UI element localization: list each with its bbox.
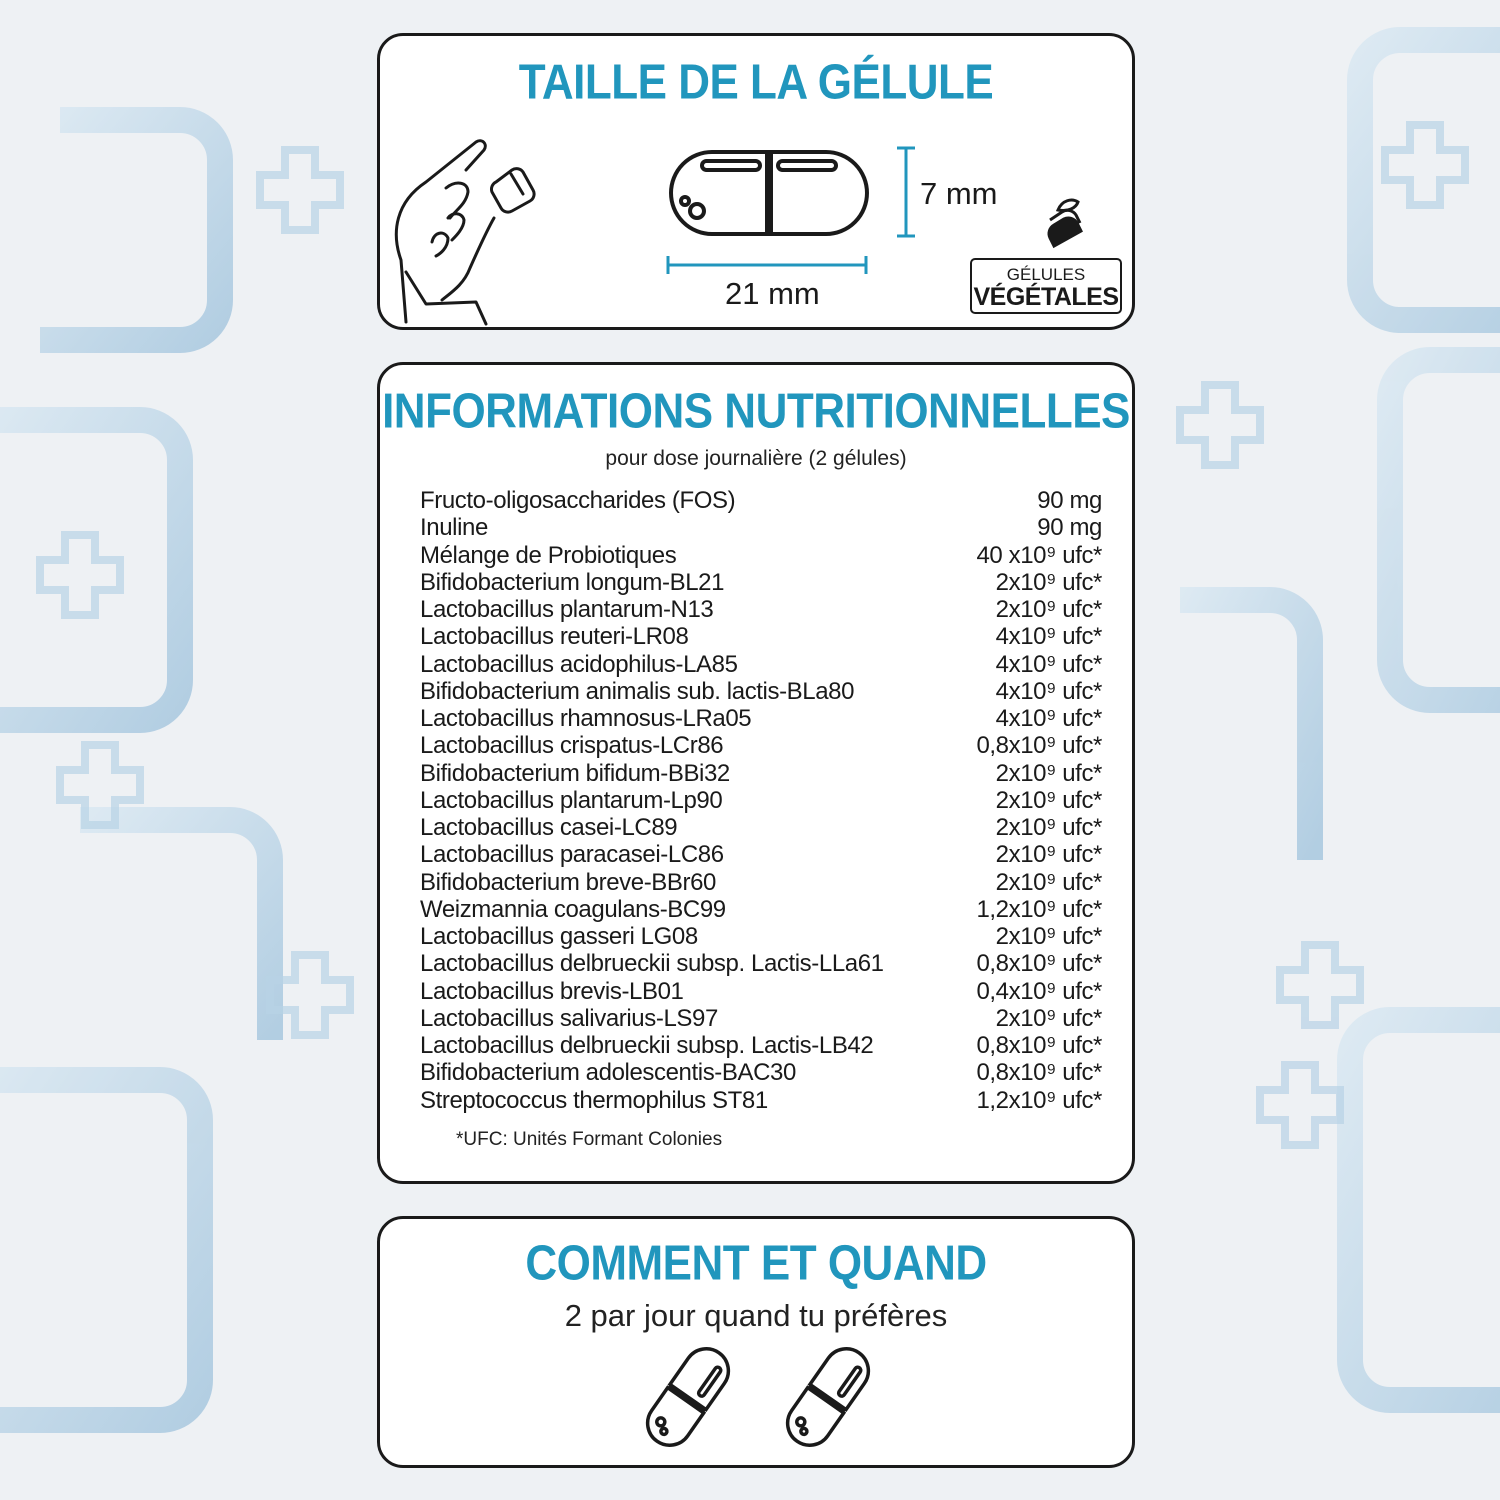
ingredient-amount: 4x10⁹ ufc*	[995, 677, 1102, 705]
ingredient-amount: 2x10⁹ ufc*	[995, 868, 1102, 896]
ingredient-name: Mélange de Probiotiques	[420, 541, 677, 569]
ingredient-name: Lactobacillus salivarius-LS97	[420, 1004, 718, 1032]
capsule-icon	[778, 1343, 878, 1451]
ingredient-name: Lactobacillus casei-LC89	[420, 814, 678, 841]
capsule-size-card	[377, 33, 1135, 330]
ingredient-amount: 2x10⁹ ufc*	[995, 786, 1102, 814]
table-row	[420, 978, 1102, 1005]
ingredient-name: Lactobacillus brevis-LB01	[420, 977, 684, 1005]
ingredient-name: Lactobacillus gasseri LG08	[420, 923, 698, 950]
capsule-icon	[638, 1343, 738, 1451]
nutrition-card	[377, 362, 1135, 1184]
table-row	[420, 623, 1102, 650]
ingredient-amount: 1,2x10⁹ ufc*	[976, 895, 1102, 923]
table-row	[420, 514, 1102, 541]
usage-card	[377, 1216, 1135, 1468]
table-row	[420, 869, 1102, 896]
ingredient-name: Lactobacillus paracasei-LC86	[420, 841, 724, 869]
hand-holding-capsule-icon	[386, 132, 546, 328]
badge-line-2: VÉGÉTALES	[973, 283, 1119, 311]
height-dimension-line	[895, 146, 917, 238]
table-row	[420, 705, 1102, 732]
ingredient-amount: 90 mg	[1037, 487, 1102, 514]
table-row	[420, 787, 1102, 814]
ingredient-amount: 2x10⁹ ufc*	[995, 568, 1102, 596]
ingredient-name: Bifidobacterium longum-BL21	[420, 568, 725, 596]
ingredient-name: Lactobacillus acidophilus-LA85	[420, 650, 738, 678]
table-row	[420, 732, 1102, 759]
ingredient-amount: 40 x10⁹ ufc*	[976, 541, 1102, 569]
ingredient-name: Lactobacillus reuteri-LR08	[420, 623, 689, 651]
ingredient-amount: 2x10⁹ ufc*	[995, 923, 1102, 950]
capsule-icon	[667, 148, 871, 238]
ingredient-name: Bifidobacterium animalis sub. lactis-BLa80	[420, 677, 855, 705]
ingredient-name: Lactobacillus crispatus-LCr86	[420, 732, 724, 760]
nutrition-subtitle: pour dose journalière (2 gélules)	[605, 447, 907, 470]
ingredient-name: Lactobacillus delbrueckii subsp. Lactis-LB42	[420, 1032, 874, 1059]
length-dimension-line	[666, 254, 868, 276]
ingredient-amount: 4x10⁹ ufc*	[995, 623, 1102, 651]
table-row	[420, 542, 1102, 569]
vegetable-capsules-badge	[970, 258, 1122, 314]
table-row	[420, 569, 1102, 596]
ingredient-name: Bifidobacterium breve-BBr60	[420, 868, 717, 896]
nutrition-title: INFORMATIONS NUTRITIONNELLES	[382, 384, 1130, 439]
ingredient-name: Bifidobacterium bifidum-BBi32	[420, 759, 730, 787]
table-row	[420, 1087, 1102, 1114]
table-row	[420, 596, 1102, 623]
table-row	[420, 896, 1102, 923]
table-row	[420, 1005, 1102, 1032]
table-row	[420, 487, 1102, 514]
table-row	[420, 841, 1102, 868]
usage-subtitle: 2 par jour quand tu préfères	[564, 1298, 948, 1333]
table-row	[420, 1032, 1102, 1059]
ingredient-amount: 0,8x10⁹ ufc*	[976, 950, 1102, 978]
ingredient-amount: 2x10⁹ ufc*	[995, 841, 1102, 869]
ingredient-amount: 0,4x10⁹ ufc*	[976, 977, 1102, 1005]
table-row	[420, 1059, 1102, 1086]
capsule-size-title: TAILLE DE LA GÉLULE	[518, 55, 994, 110]
ingredient-amount: 4x10⁹ ufc*	[995, 705, 1102, 732]
ingredient-name: Fructo-oligosaccharides (FOS)	[420, 487, 736, 514]
nutrition-table	[420, 487, 1102, 1114]
length-label: 21 mm	[725, 276, 820, 311]
ingredient-amount: 0,8x10⁹ ufc*	[976, 1059, 1102, 1087]
veggie-capsule-icon	[1040, 194, 1090, 254]
ingredient-name: Bifidobacterium adolescentis-BAC30	[420, 1059, 796, 1087]
table-row	[420, 923, 1102, 950]
ingredient-amount: 2x10⁹ ufc*	[995, 596, 1102, 623]
ingredient-amount: 2x10⁹ ufc*	[995, 1004, 1102, 1032]
height-label: 7 mm	[920, 176, 998, 211]
ingredient-name: Lactobacillus delbrueckii subsp. Lactis-LLa61	[420, 950, 884, 978]
table-row	[420, 760, 1102, 787]
ingredient-name: Weizmannia coagulans-BC99	[420, 895, 726, 923]
usage-title: COMMENT ET QUAND	[525, 1236, 987, 1291]
table-row	[420, 814, 1102, 841]
ingredient-name: Streptococcus thermophilus ST81	[420, 1086, 768, 1114]
ingredient-name: Lactobacillus rhamnosus-LRa05	[420, 705, 752, 732]
table-row	[420, 950, 1102, 977]
badge-line-1: GÉLULES	[1006, 265, 1086, 284]
ingredient-amount: 0,8x10⁹ ufc*	[976, 732, 1102, 760]
ingredient-amount: 0,8x10⁹ ufc*	[976, 1032, 1102, 1059]
table-row	[420, 678, 1102, 705]
ingredient-name: Inuline	[420, 514, 488, 542]
ingredient-name: Lactobacillus plantarum-Lp90	[420, 786, 723, 814]
ingredient-name: Lactobacillus plantarum-N13	[420, 596, 714, 623]
ingredient-amount: 2x10⁹ ufc*	[995, 814, 1102, 841]
ingredient-amount: 2x10⁹ ufc*	[995, 759, 1102, 787]
ingredient-amount: 4x10⁹ ufc*	[995, 650, 1102, 678]
table-row	[420, 651, 1102, 678]
nutrition-footnote: *UFC: Unités Formant Colonies	[456, 1129, 723, 1150]
ingredient-amount: 1,2x10⁹ ufc*	[976, 1086, 1102, 1114]
ingredient-amount: 90 mg	[1037, 514, 1102, 542]
